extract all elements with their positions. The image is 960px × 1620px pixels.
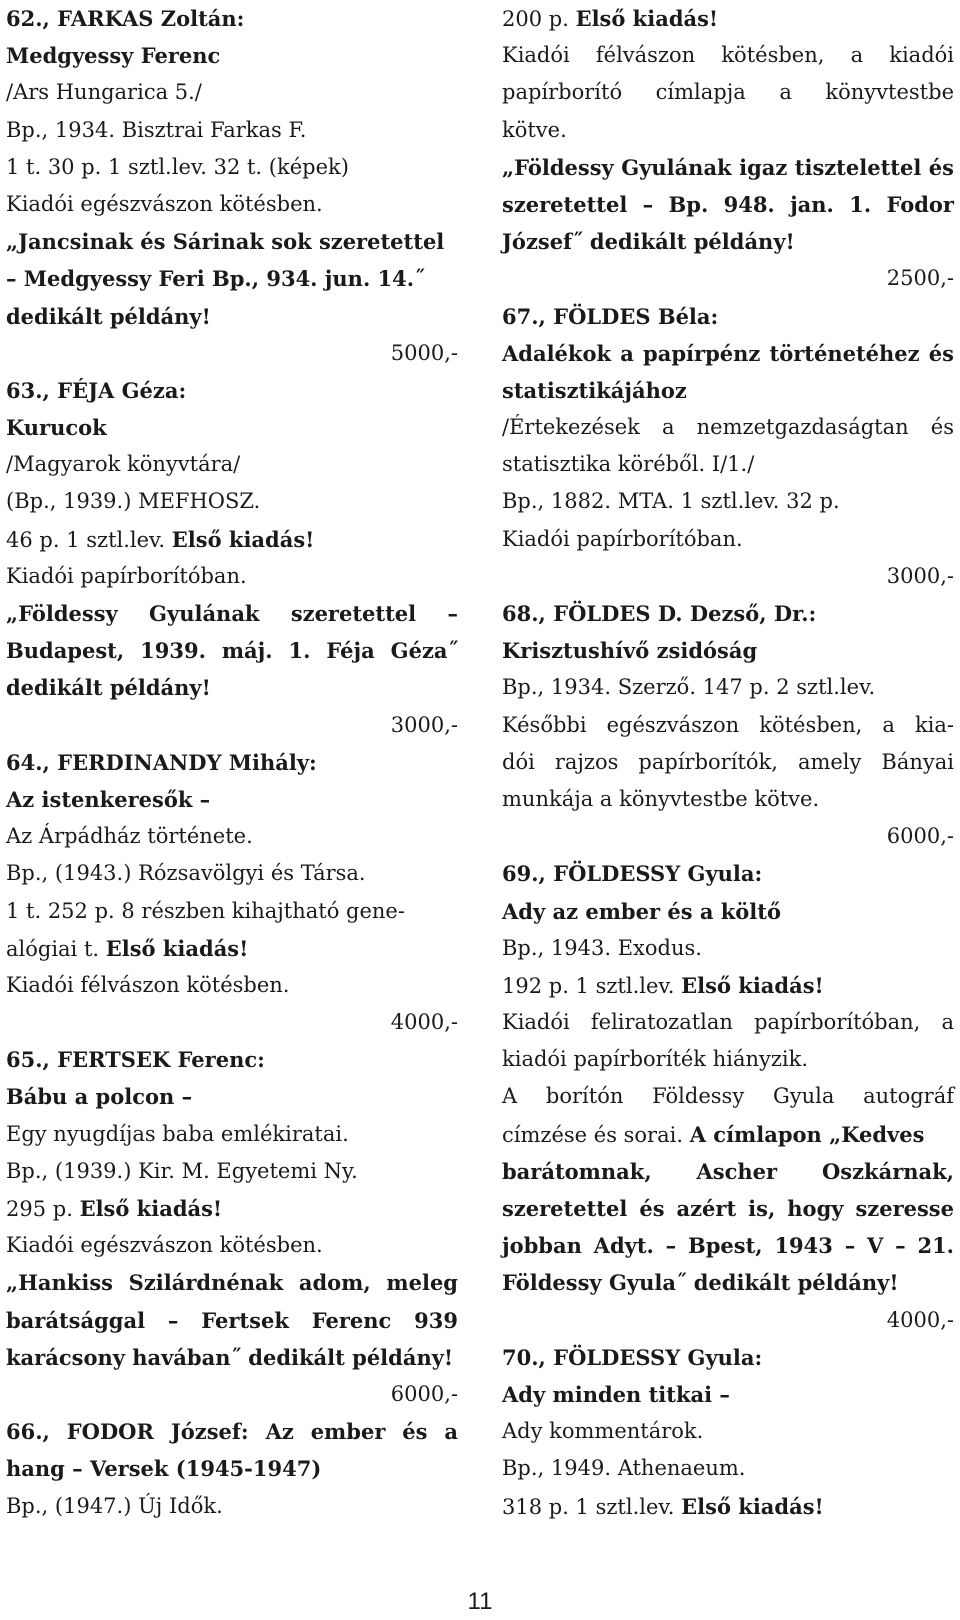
text-segment: Kiadói papírborítóban. [502, 526, 743, 551]
text-segment: Kiadói feliratozatlan papírborítóban, a [502, 1010, 954, 1035]
text-line [502, 372, 954, 409]
text-segment: 65., FERTSEK Ferenc: [6, 1047, 265, 1073]
text-line [6, 112, 458, 149]
text-line [502, 483, 954, 520]
text-line [502, 1339, 954, 1376]
text-line [6, 967, 458, 1004]
text-segment: 62., FARKAS Zoltán: [6, 6, 245, 31]
text-segment: „Földessy Gyulának szeretettel – [6, 601, 458, 626]
text-line [502, 149, 954, 186]
text-line [502, 1264, 954, 1301]
text-line [6, 1116, 458, 1153]
text-line [502, 1004, 954, 1041]
text-line [6, 446, 458, 483]
text-segment: Bp., 1882. MTA. 1 sztl.lev. 32 p. [502, 489, 840, 514]
text-line [6, 335, 458, 372]
text-line [6, 37, 458, 74]
text-segment: Bp., 1934. Bisztrai Farkas F. [6, 117, 307, 142]
text-segment: Első kiadás! [681, 972, 824, 998]
text-segment: Budapest, 1939. máj. 1. Féja Géza˝ [6, 638, 458, 664]
text-segment: 1 t. 252 p. 8 részben kihajtható gene- [6, 898, 405, 923]
text-line [6, 855, 458, 892]
text-segment: statisztika köréből. I/1./ [502, 452, 755, 477]
text-segment: A címlapon „Kedves [689, 1121, 925, 1147]
text-segment: /Magyarok könyvtára/ [6, 452, 241, 477]
text-line [502, 707, 954, 744]
text-line [502, 1413, 954, 1450]
text-segment: Kiadói papírborítóban. [6, 563, 247, 588]
text-line [6, 930, 458, 967]
text-line [6, 1302, 458, 1339]
text-segment: Első kiadás! [575, 6, 719, 31]
text-segment: karácsony havában˝ dedikált példány! [6, 1344, 454, 1370]
text-segment: 70., FÖLDESSY Gyula: [502, 1344, 763, 1370]
text-line [502, 669, 954, 706]
text-segment: Medgyessy Ferenc [6, 43, 221, 69]
text-segment: szeretettel – Bp. 948. jan. 1. Fodor [502, 191, 954, 217]
text-segment: Krisztushívő zsidóság [502, 638, 758, 664]
text-segment: 4000,- [390, 1010, 458, 1035]
text-line [502, 74, 954, 111]
text-segment: Első kiadás! [79, 1196, 223, 1221]
text-line [502, 223, 954, 260]
text-line [6, 707, 458, 744]
text-segment: kiadói papírboríték hiányzik. [502, 1047, 809, 1072]
text-line [6, 744, 458, 781]
text-line [502, 967, 954, 1004]
text-line [502, 186, 954, 223]
text-line [502, 558, 954, 595]
text-segment: szeretettel és azért is, hogy szeresse [502, 1196, 954, 1221]
text-segment: Kiadói félvászon kötésben. [6, 972, 290, 997]
text-segment: Földessy Gyula˝ dedikált példány! [502, 1270, 899, 1296]
text-segment: Bp., (1947.) Új Idők. [6, 1493, 223, 1518]
text-line [502, 893, 954, 930]
text-segment: kötve. [502, 117, 567, 142]
text-segment: 63., FÉJA Géza: [6, 377, 187, 403]
text-segment: 2500,- [886, 266, 954, 291]
text-line [6, 1339, 458, 1376]
text-line [502, 781, 954, 818]
text-segment: barátsággal – Fertsek Ferenc 939 [6, 1307, 458, 1333]
text-segment: Kiadói egészvászon kötésben. [6, 191, 323, 216]
text-segment: Az Árpádház története. [6, 824, 253, 849]
text-line [502, 335, 954, 372]
text-line [502, 37, 954, 74]
text-segment: A borítón Földessy Gyula autográf [502, 1084, 954, 1109]
text-segment: – Medgyessy Feri Bp., 934. jun. 14.˝ [6, 266, 425, 292]
text-segment: 6000,- [390, 1381, 458, 1406]
text-line [6, 632, 458, 669]
text-line [502, 112, 954, 149]
text-line [502, 1450, 954, 1487]
text-line [6, 372, 458, 409]
text-line [6, 1376, 458, 1413]
text-line [6, 260, 458, 297]
text-line [502, 595, 954, 632]
text-segment: címzése és sorai. [502, 1122, 690, 1147]
text-segment: Kurucok [6, 415, 107, 441]
text-segment: dedikált példány! [6, 303, 211, 329]
text-segment: Ady minden titkai – [502, 1381, 730, 1407]
text-line [502, 744, 954, 781]
text-line [6, 483, 458, 520]
text-line [502, 1227, 954, 1264]
text-line [502, 446, 954, 483]
text-segment: Bp., (1943.) Rózsavölgyi és Társa. [6, 861, 366, 886]
text-line [6, 74, 458, 111]
text-segment: 295 p. [6, 1197, 80, 1221]
text-segment: 46 p. 1 sztl.lev. [6, 527, 172, 552]
text-segment: Bp., (1939.) Kir. M. Egyetemi Ny. [6, 1158, 358, 1183]
text-segment: barátomnak, Ascher Oszkárnak, [502, 1158, 954, 1184]
text-line [6, 1190, 458, 1227]
text-segment: 69., FÖLDESSY Gyula: [502, 861, 763, 887]
text-line [6, 298, 458, 335]
text-segment: József˝ dedikált példány! [502, 229, 795, 255]
text-segment: 64., FERDINANDY Mihály: [6, 749, 317, 775]
text-segment: /Értekezések a nemzetgazdaságtan és [502, 415, 954, 440]
text-segment: „Földessy Gyulának igaz tisztelettel és [502, 154, 954, 180]
text-segment: Ady kommentárok. [502, 1419, 704, 1444]
text-segment: /Ars Hungarica 5./ [6, 80, 202, 105]
text-segment: Kiadói egészvászon kötésben. [6, 1233, 323, 1258]
text-segment: Későbbi egészvászon kötésben, a kia- [502, 712, 954, 737]
text-line [502, 1190, 954, 1227]
text-segment: 1 t. 30 p. 1 sztl.lev. 32 t. (képek) [6, 154, 349, 179]
text-segment: papírborító címlapja a könyvtestbe [502, 80, 954, 105]
text-line [6, 595, 458, 632]
text-segment: (Bp., 1939.) MEFHOSZ. [6, 489, 261, 514]
text-line [502, 1488, 954, 1525]
text-line [6, 223, 458, 260]
text-line [6, 186, 458, 223]
text-segment: Első kiadás! [171, 526, 315, 552]
text-line [6, 1488, 458, 1525]
text-line [6, 409, 458, 446]
text-segment: Bp., 1934. Szerző. 147 p. 2 sztl.lev. [502, 675, 876, 700]
text-line [6, 521, 458, 558]
text-line [6, 669, 458, 706]
text-line [6, 1264, 458, 1301]
text-segment: Adalékok a papírpénz történetéhez és [502, 340, 954, 366]
text-segment: 318 p. 1 sztl.lev. [502, 1494, 682, 1519]
text-segment: 3000,- [390, 712, 458, 737]
text-segment: „Jancsinak és Sárinak sok szeretettel [6, 229, 445, 255]
text-segment: Egy nyugdíjas baba emlékiratai. [6, 1121, 349, 1146]
text-segment: 5000,- [390, 340, 458, 365]
text-line [6, 558, 458, 595]
text-line [6, 818, 458, 855]
page-number: 11 [467, 1588, 493, 1615]
text-segment: 4000,- [886, 1307, 954, 1332]
text-segment: Első kiadás! [105, 935, 249, 961]
text-segment: Ady az ember és a költő [502, 898, 781, 924]
text-line [6, 1153, 458, 1190]
left-column [6, 0, 458, 1525]
text-line [502, 1116, 954, 1153]
text-segment: 68., FÖLDES D. Dezső, Dr.: [502, 601, 817, 626]
text-segment: Első kiadás! [681, 1493, 824, 1519]
text-line [502, 930, 954, 967]
text-line [6, 893, 458, 930]
text-line [502, 1376, 954, 1413]
text-segment: statisztikájához [502, 377, 687, 403]
text-line [6, 1227, 458, 1264]
text-segment: hang – Versek (1945-1947) [6, 1456, 322, 1482]
text-segment: Bábu a polcon – [6, 1084, 193, 1110]
text-segment: 200 p. [502, 7, 576, 31]
text-line [502, 855, 954, 892]
text-line [6, 781, 458, 818]
text-segment: „Hankiss Szilárdnénak adom, meleg [6, 1270, 458, 1296]
text-segment: Az istenkeresők – [6, 786, 211, 812]
text-line [6, 149, 458, 186]
text-line [6, 1078, 458, 1115]
text-segment: 66., FODOR József: Az ember és a [6, 1419, 458, 1445]
text-line [502, 1078, 954, 1115]
text-segment: jobban Adyt. – Bpest, 1943 – V – 21. [502, 1233, 954, 1259]
text-line [502, 1041, 954, 1078]
text-line [6, 1041, 458, 1078]
text-segment: 6000,- [886, 824, 954, 849]
text-segment: 3000,- [886, 563, 954, 588]
text-line [6, 1450, 458, 1487]
text-line [502, 298, 954, 335]
text-line [502, 521, 954, 558]
text-segment: 192 p. 1 sztl.lev. [502, 973, 682, 998]
text-line [502, 0, 954, 37]
right-column [502, 0, 954, 1525]
text-segment: Bp., 1943. Exodus. [502, 935, 702, 960]
text-line [6, 0, 458, 37]
text-line [502, 632, 954, 669]
text-segment: Kiadói félvászon kötésben, a kiadói [502, 43, 954, 68]
text-line [502, 1302, 954, 1339]
text-line [502, 1153, 954, 1190]
text-segment: munkája a könyvtestbe kötve. [502, 786, 820, 811]
text-line [502, 818, 954, 855]
text-segment: 67., FÖLDES Béla: [502, 303, 719, 329]
text-segment: alógiai t. [6, 936, 106, 961]
text-segment: dói rajzos papírborítók, amely Bányai [502, 749, 954, 774]
text-line [6, 1004, 458, 1041]
text-line [6, 1413, 458, 1450]
text-segment: dedikált példány! [6, 675, 211, 701]
text-segment: Bp., 1949. Athenaeum. [502, 1456, 746, 1481]
text-line [502, 260, 954, 297]
text-line [502, 409, 954, 446]
